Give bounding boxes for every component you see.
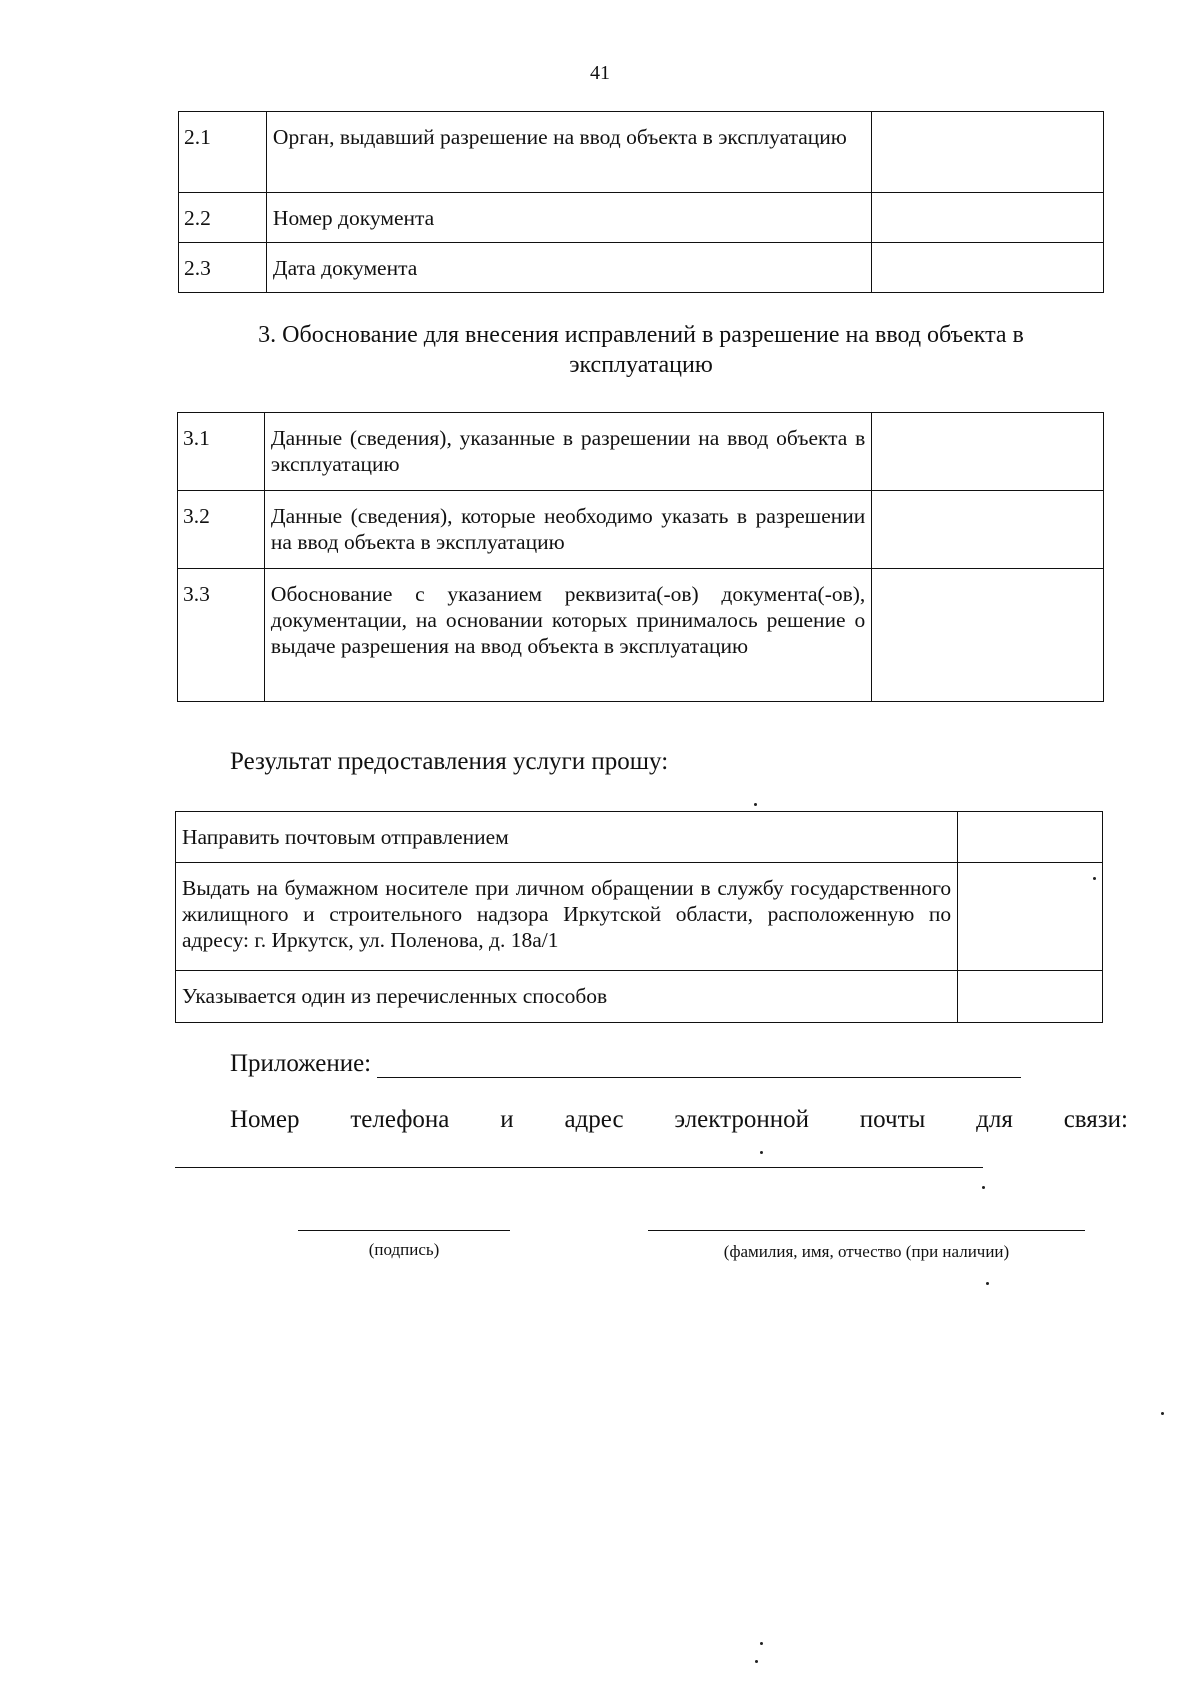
section-3-table xyxy=(177,412,1104,702)
result-options-table xyxy=(175,811,1103,1023)
row-value-cell[interactable] xyxy=(872,569,1104,702)
option-label: Выдать на бумажном носителе при личном обращении в службу государственного жилищного и строительного надзора Иркутской области, расположенную по адресу: г. Иркутск, ул. Поленова, д. 18а/1 xyxy=(176,863,958,971)
row-label: Обоснование с указанием реквизита(-ов) документа(-ов), документации, на основании которых принималось решение о выдаче разрешения на ввод объекта в эксплуатацию xyxy=(264,569,871,702)
contact-label xyxy=(230,1106,1128,1134)
table-row xyxy=(179,112,1104,193)
section-3-heading-line-2: эксплуатацию xyxy=(569,352,713,378)
scan-speck xyxy=(760,1151,763,1154)
table-row xyxy=(179,243,1104,293)
table-row xyxy=(179,193,1104,243)
scan-speck xyxy=(986,1282,989,1285)
scan-speck xyxy=(754,803,757,806)
table-row xyxy=(178,569,1104,702)
contact-input-line[interactable] xyxy=(175,1167,983,1168)
contact-word: телефона xyxy=(350,1106,450,1133)
table-row xyxy=(178,413,1104,491)
row-value-cell[interactable] xyxy=(872,491,1104,569)
signature-line[interactable] xyxy=(298,1230,510,1231)
row-value-cell[interactable] xyxy=(872,112,1104,193)
row-number: 2.2 xyxy=(179,193,267,243)
row-number: 3.1 xyxy=(178,413,265,491)
table-row xyxy=(176,971,1103,1023)
table-row xyxy=(176,863,1103,971)
row-value-cell[interactable] xyxy=(872,193,1104,243)
signature-caption: (подпись) xyxy=(368,1240,440,1259)
scan-speck xyxy=(760,1642,763,1645)
section-2-table xyxy=(178,111,1104,293)
row-number: 2.1 xyxy=(179,112,267,193)
table-row xyxy=(178,491,1104,569)
row-number: 3.3 xyxy=(178,569,265,702)
contact-word: почты xyxy=(859,1106,926,1133)
row-number: 3.2 xyxy=(178,491,265,569)
section-3-heading-line-1: 3. Обоснование для внесения исправлений в разрешение на ввод объекта в xyxy=(258,322,1024,348)
attachment-input-line[interactable] xyxy=(377,1049,1021,1078)
row-value-cell[interactable] xyxy=(872,243,1104,293)
row-label: Данные (сведения), которые необходимо указать в разрешении на ввод объекта в эксплуатацию xyxy=(264,491,871,569)
contact-word: для xyxy=(976,1106,1013,1133)
contact-word: связи: xyxy=(1063,1106,1128,1133)
row-label: Данные (сведения), указанные в разрешении на ввод объекта в эксплуатацию xyxy=(264,413,871,491)
option-label: Указывается один из перечисленных способов xyxy=(176,971,958,1023)
row-label: Номер документа xyxy=(266,193,871,243)
table-row xyxy=(176,812,1103,863)
contact-word: электронной xyxy=(674,1106,809,1133)
contact-word: Номер xyxy=(230,1106,300,1133)
row-label: Орган, выдавший разрешение на ввод объекта в эксплуатацию xyxy=(266,112,871,193)
row-value-cell[interactable] xyxy=(872,413,1104,491)
option-label: Направить почтовым отправлением xyxy=(176,812,958,863)
section-3-heading xyxy=(178,320,1104,380)
contact-word: адрес xyxy=(564,1106,624,1133)
option-mark-cell[interactable] xyxy=(958,812,1103,863)
result-heading: Результат предоставления услуги прошу: xyxy=(230,748,669,775)
attachment-row xyxy=(230,1049,1021,1078)
row-label: Дата документа xyxy=(266,243,871,293)
full-name-caption: (фамилия, имя, отчество (при наличии) xyxy=(723,1242,1010,1261)
page-number: 41 xyxy=(590,62,610,84)
option-mark-cell[interactable] xyxy=(958,971,1103,1023)
attachment-label: Приложение: xyxy=(230,1050,372,1077)
scan-speck xyxy=(982,1186,985,1189)
scan-speck xyxy=(1161,1412,1164,1415)
full-name-line[interactable] xyxy=(648,1230,1085,1231)
option-mark-cell[interactable] xyxy=(958,863,1103,971)
scan-speck xyxy=(1093,877,1096,880)
scan-speck xyxy=(755,1660,758,1663)
row-number: 2.3 xyxy=(179,243,267,293)
contact-word: и xyxy=(500,1106,514,1133)
